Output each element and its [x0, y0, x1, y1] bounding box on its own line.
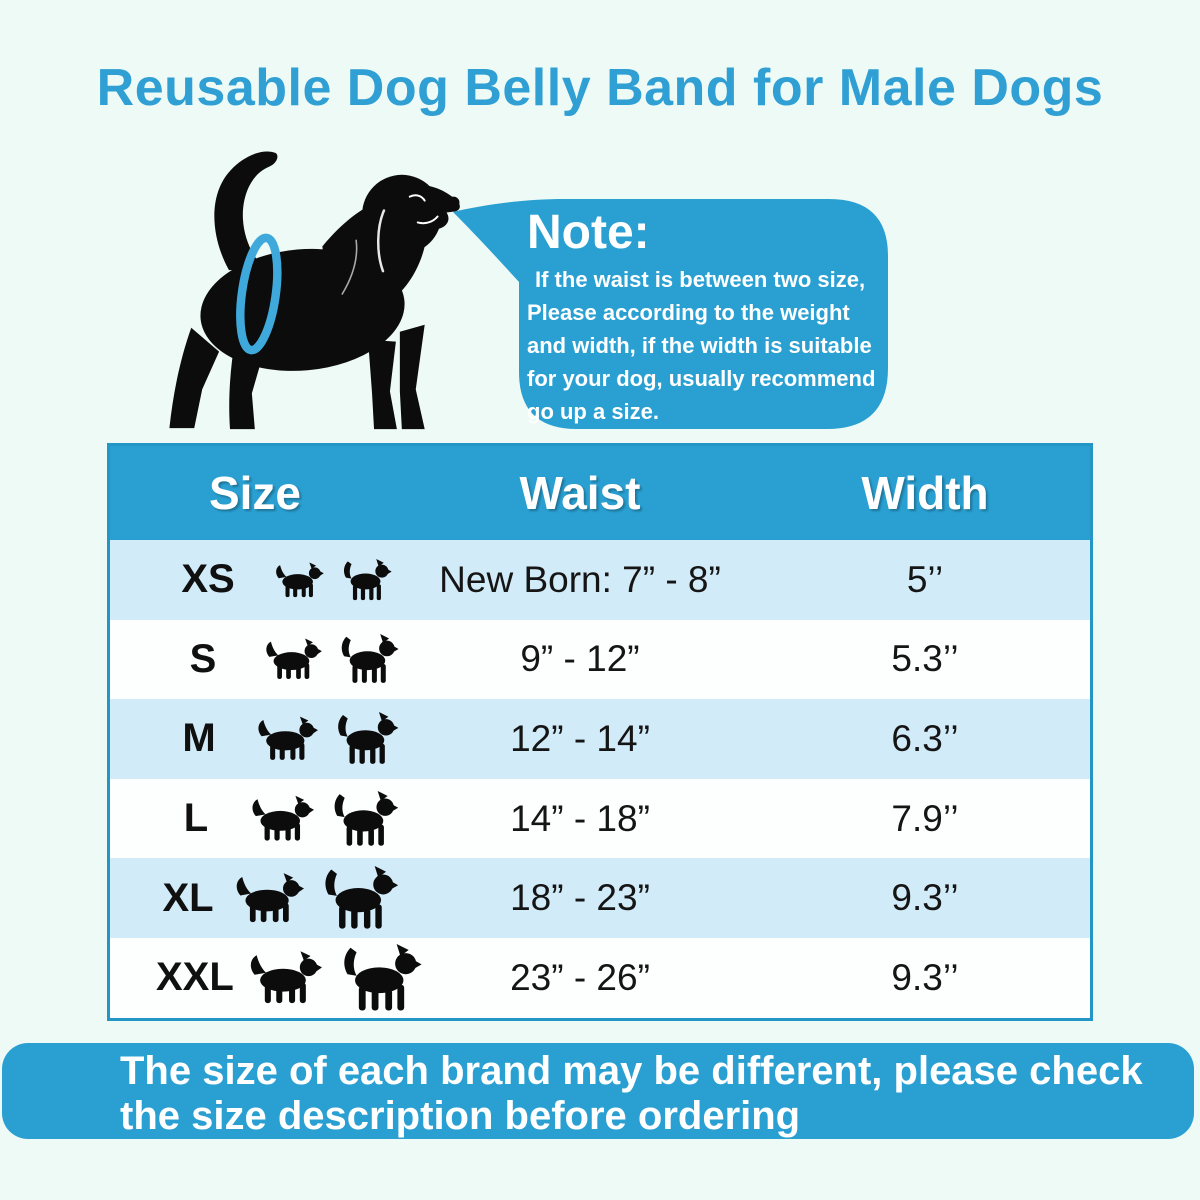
- waist-value: 18” - 23”: [510, 877, 650, 919]
- size-label: S: [189, 636, 217, 681]
- header-cell-waist: Waist: [519, 467, 641, 519]
- width-value: 5.3’’: [891, 638, 959, 680]
- table-row-xs: [110, 540, 1090, 620]
- dog-icon: [336, 634, 400, 684]
- size-label: XS: [181, 557, 235, 602]
- width-value: 9.3’’: [891, 877, 959, 919]
- width-value: 7.9’’: [891, 797, 959, 839]
- size-cell: [110, 944, 400, 1012]
- dog-icon: [338, 559, 394, 601]
- footer-banner: [2, 1043, 1194, 1139]
- table-row-s: [110, 620, 1090, 700]
- size-cell: [110, 791, 400, 847]
- table-row-xxl: [110, 938, 1090, 1018]
- width-value: 9.3’’: [891, 956, 959, 998]
- dog-illustration: [142, 145, 467, 443]
- dog-icon: [328, 791, 400, 847]
- waist-value: New Born: 7” - 8”: [439, 558, 721, 600]
- note-heading: Note:: [527, 206, 650, 259]
- page-title: Reusable Dog Belly Band for Male Dogs: [96, 59, 1104, 117]
- note-body: If the waist is between two size, Please according to the weight and width, if the width is suitable for your dog, usually recommend go up a size.: [527, 267, 876, 424]
- size-cell: [110, 712, 400, 765]
- waist-value: 23” - 26”: [510, 956, 650, 998]
- dog-icon: [256, 716, 318, 761]
- table-row-l: [110, 779, 1090, 859]
- note-bubble: [447, 196, 892, 432]
- table-header-row: [110, 446, 1090, 540]
- size-cell: [110, 557, 400, 602]
- dog-icon: [274, 562, 324, 598]
- width-value: 6.3’’: [891, 717, 959, 759]
- size-cell: [110, 866, 400, 930]
- waist-value: 9” - 12”: [520, 638, 640, 680]
- dog-icon: [234, 872, 304, 924]
- waist-value: 14” - 18”: [510, 797, 650, 839]
- note-content: [527, 206, 877, 428]
- size-chart-table: [107, 443, 1093, 1021]
- size-label: XL: [162, 875, 214, 920]
- size-cell: [110, 634, 400, 684]
- footer-text: The size of each brand may be different, please check the size description before ordering: [120, 1049, 1143, 1138]
- dog-icon: [332, 712, 400, 765]
- width-value: 5’’: [906, 558, 944, 600]
- header-cell-size: Size: [208, 467, 302, 519]
- size-label: XXL: [156, 955, 234, 1000]
- size-label: L: [183, 796, 209, 841]
- dog-icon: [264, 638, 322, 680]
- size-label: M: [182, 716, 216, 761]
- table-row-xl: [110, 858, 1090, 938]
- dog-icon: [248, 950, 322, 1005]
- header-cell-width: Width: [861, 467, 989, 519]
- dog-tail: [214, 151, 277, 270]
- dog-icon: [318, 866, 400, 930]
- dog-icon: [250, 795, 314, 842]
- waist-value: 12” - 14”: [510, 717, 650, 759]
- dog-silhouette-svg: [142, 145, 467, 443]
- table-row-m: [110, 699, 1090, 779]
